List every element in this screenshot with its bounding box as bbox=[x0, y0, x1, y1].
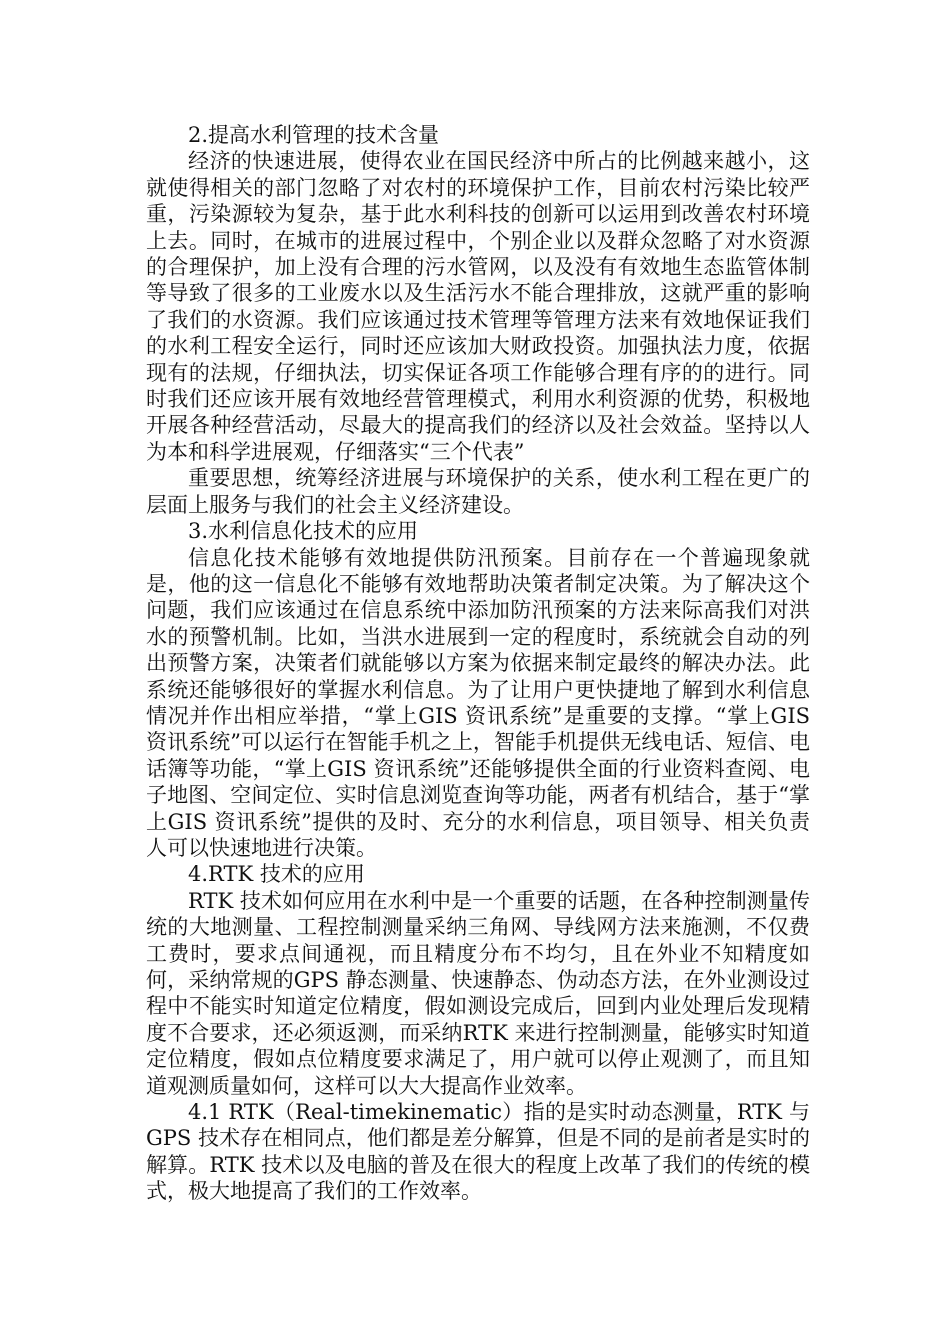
paragraph: 经济的快速进展，使得农业在国民经济中所占的比例越来越小，这就使得相关的部门忽略了对农村的环境保护工作，目前农村污染比较严重，污染源较为复杂，基于此水利科技的创新可以运用到改善农村环境上去。同时，在城市的进展过程中，个别企业以及群众忽略了对水资源的合理保护，加上没有合理的污水管网，以及没有有效地生态监管体制等导致了很多的工业废水以及生活污水不能合理排放，这就严重的影响了我们的水资源。我们应该通过技术管理等管理方法来有效地保证我们的水利工程安全运行，同时还应该加大财政投资。加强执法力度，依据现有的法规，仔细执法，切实保证各项工作能够合理有序的的进行。同时我们还应该开展有效地经营管理模式，利用水利资源的优势，积极地开展各种经营活动，尽最大的提高我们的经济以及社会效益。坚持以人为本和科学进展观，仔细落实“三个代表” bbox=[146, 149, 810, 464]
paragraph: 信息化技术能够有效地提供防汛预案。目前存在一个普遍现象就是，他的这一信息化不能够有效地帮助决策者制定决策。为了解决这个问题，我们应该通过在信息系统中添加防汛预案的方法来际高我们对洪水的预警机制。比如，当洪水进展到一定的程度时，系统就会自动的列出预警方案，决策者们就能够以方案为依据来制定最终的解决办法。此系统还能够很好的掌握水利信息。为了让用户更快捷地了解到水利信息情况并作出相应举措，“掌上GIS 资讯系统”是重要的支撑。“掌上GIS 资讯系统”可以运行在智能手机之上，智能手机提供无线电话、短信、电话簿等功能，“掌上GIS 资讯系统”还能够提供全面的行业资料查阅、电子地图、空间定位、实时信息浏览查询等功能，两者有机结合，基于“掌上GIS 资讯系统”提供的及时、充分的水利信息，项目领导、相关负责人可以快速地进行决策。 bbox=[146, 545, 810, 860]
paragraph: 重要思想，统筹经济进展与环境保护的关系，使水利工程在更广的层面上服务与我们的社会主义经济建设。 bbox=[146, 466, 810, 517]
section-heading-4: 4.RTK 技术的应用 bbox=[188, 862, 365, 887]
paragraph: RTK 技术如何应用在水利中是一个重要的话题，在各种控制测量传统的大地测量、工程控制测量采纳三角网、导线网方法来施测，不仅费工费时，要求点间通视，而且精度分布不均匀，且在外业不知精度如何，采纳常规的GPS 静态测量、快速静态、伪动态方法，在外业测设过程中不能实时知道定位精度，假如测设完成后，回到内业处理后发现精度不合要求，还必须返测，而采纳RTK 来进行控制测量，能够实时知道定位精度，假如点位精度要求满足了，用户就可以停止观测了，而且知道观测质量如何，这样可以大大提高作业效率。 bbox=[146, 888, 810, 1098]
section-heading-2: 2.提高水利管理的技术含量 bbox=[188, 123, 440, 147]
document-body bbox=[146, 122, 810, 1205]
paragraph: 4.1 RTK（Real-timekinematic）指的是实时动态测量，RTK 与GPS 技术存在相同点，他们都是差分解算，但是不同的是前者是实时的解算。RTK 技术以及电脑的普及在很大的程度上改革了我们的传统的模式，极大地提高了我们的工作效率。 bbox=[146, 1100, 810, 1204]
section-heading-3: 3.水利信息化技术的应用 bbox=[188, 519, 419, 544]
